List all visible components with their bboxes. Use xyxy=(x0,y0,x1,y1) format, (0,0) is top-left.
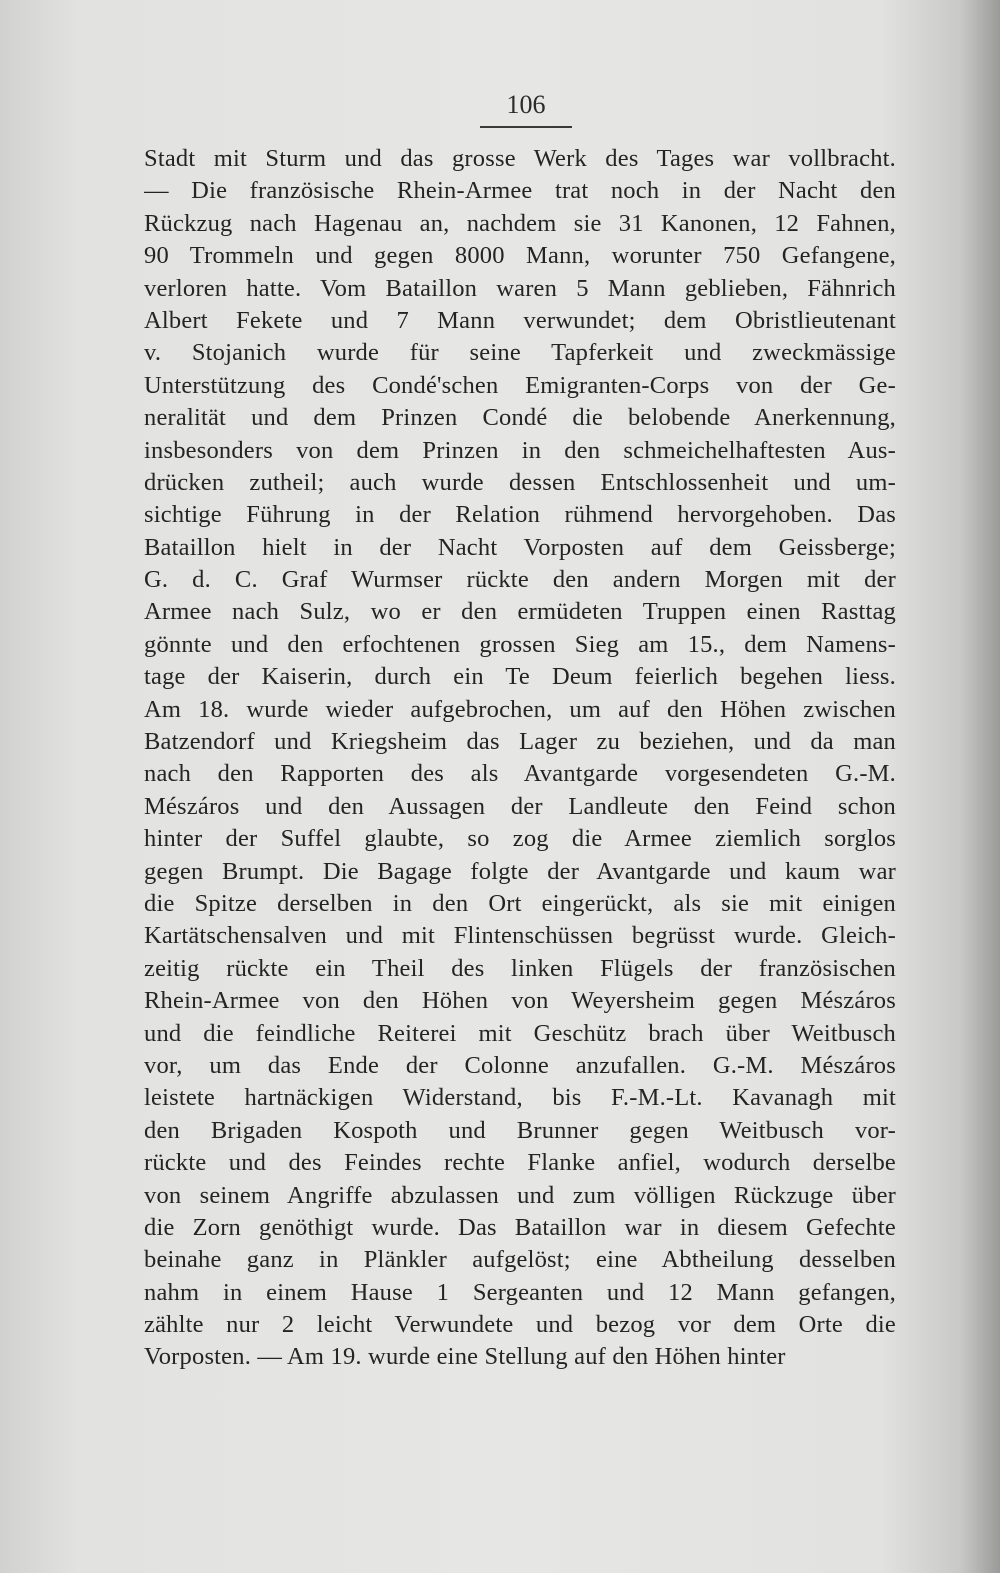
text-line: G. d. C. Graf Wurmser rückte den andern Morgen mit der xyxy=(144,566,896,594)
page-header xyxy=(480,90,572,128)
text-line: drücken zutheil; auch wurde dessen Entschlossenheit und um- xyxy=(144,468,896,496)
text-line: Mészáros und den Aussagen der Landleute den Feind schon xyxy=(144,792,896,820)
text-line: vor, um das Ende der Colonne anzufallen. G.-M. Mészáros xyxy=(144,1051,896,1079)
text-line: sichtige Führung in der Relation rühmend hervorgehoben. Das xyxy=(144,501,896,529)
text-line: Albert Fekete und 7 Mann verwundet; dem Obristlieutenant xyxy=(144,306,896,334)
text-line: gönnte und den erfochtenen grossen Sieg am 15., dem Namens- xyxy=(144,630,896,658)
body-text xyxy=(144,143,896,1374)
text-line: zählte nur 2 leicht Verwundete und bezog vor dem Orte die xyxy=(144,1311,896,1339)
text-line: neralität und dem Prinzen Condé die belobende Anerkennung, xyxy=(144,404,896,432)
text-line: hinter der Suffel glaubte, so zog die Armee ziemlich sorglos xyxy=(144,825,896,853)
text-line: Kartätschensalven und mit Flintenschüssen begrüsst wurde. Gleich- xyxy=(144,922,896,950)
text-line: den Brigaden Kospoth und Brunner gegen Weitbusch vor- xyxy=(144,1116,896,1144)
page-number-rule xyxy=(480,126,572,128)
text-line: — Die französische Rhein-Armee trat noch in der Nacht den xyxy=(144,177,896,205)
text-line: nahm in einem Hause 1 Sergeanten und 12 Mann gefangen, xyxy=(144,1278,896,1306)
text-line: die Spitze derselben in den Ort eingerückt, als sie mit einigen xyxy=(144,889,896,917)
text-line: nach den Rapporten des als Avantgarde vorgesendeten G.-M. xyxy=(144,760,896,788)
text-line: 90 Trommeln und gegen 8000 Mann, worunter 750 Gefangene, xyxy=(144,242,896,270)
text-line: Stadt mit Sturm und das grosse Werk des Tages war vollbracht. xyxy=(144,145,896,172)
text-line: Am 18. wurde wieder aufgebrochen, um auf den Höhen zwischen xyxy=(144,695,896,723)
text-line: Vorposten. — Am 19. wurde eine Stellung auf den Höhen hinter xyxy=(144,1343,786,1371)
text-line: tage der Kaiserin, durch ein Te Deum feierlich begehen liess. xyxy=(144,663,896,691)
text-line: insbesonders von dem Prinzen in den schmeichelhaftesten Aus- xyxy=(144,436,896,464)
text-line: Batzendorf und Kriegsheim das Lager zu beziehen, und da man xyxy=(144,728,896,756)
text-line: v. Stojanich wurde für seine Tapferkeit und zweckmässige xyxy=(144,339,896,367)
text-line: Armee nach Sulz, wo er den ermüdeten Truppen einen Rasttag xyxy=(144,598,896,626)
text-line: leistete hartnäckigen Widerstand, bis F.-M.-Lt. Kavanagh mit xyxy=(144,1084,896,1112)
page-number: 106 xyxy=(506,90,546,119)
text-line: gegen Brumpt. Die Bagage folgte der Avantgarde und kaum war xyxy=(144,857,896,885)
text-line: beinahe ganz in Plänkler aufgelöst; eine Abtheilung desselben xyxy=(144,1246,896,1274)
text-line: verloren hatte. Vom Bataillon waren 5 Mann geblieben, Fähnrich xyxy=(144,274,896,302)
text-line: Rhein-Armee von den Höhen von Weyersheim gegen Mészáros xyxy=(144,987,896,1015)
text-line: rückte und des Feindes rechte Flanke anfiel, wodurch derselbe xyxy=(144,1149,896,1177)
text-line: von seinem Angriffe abzulassen und zum völligen Rückzuge über xyxy=(144,1181,896,1209)
text-line: Rückzug nach Hagenau an, nachdem sie 31 Kanonen, 12 Fahnen, xyxy=(144,209,896,237)
text-line: Unterstützung des Condé'schen Emigranten-Corps von der Ge- xyxy=(144,371,896,399)
text-line: und die feindliche Reiterei mit Geschütz brach über Weitbusch xyxy=(144,1019,896,1047)
text-line: Bataillon hielt in der Nacht Vorposten auf dem Geissberge; xyxy=(144,533,896,561)
text-line: zeitig rückte ein Theil des linken Flügels der französischen xyxy=(144,954,896,982)
text-line: die Zorn genöthigt wurde. Das Bataillon war in diesem Gefechte xyxy=(144,1213,896,1241)
